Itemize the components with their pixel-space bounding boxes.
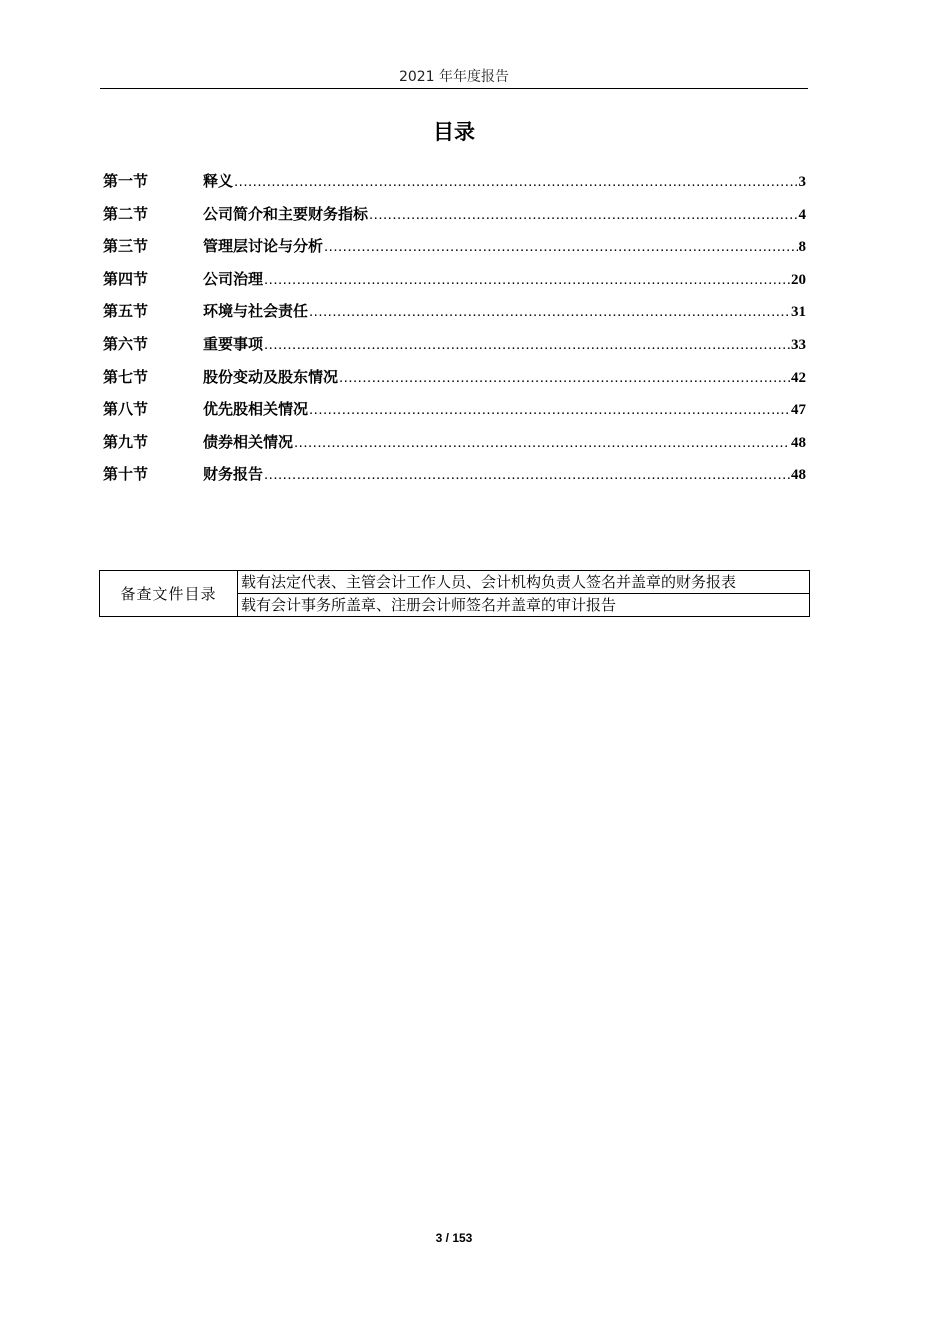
toc-page-number: 42 bbox=[791, 369, 806, 386]
toc-entry[interactable] bbox=[103, 170, 806, 203]
reference-documents-label: 备查文件目录 bbox=[100, 571, 238, 617]
toc-entry[interactable] bbox=[103, 300, 806, 333]
toc-section-number: 第九节 bbox=[103, 432, 149, 451]
toc-dot-leader bbox=[369, 206, 797, 223]
toc-page-number: 20 bbox=[791, 271, 806, 288]
toc-section-title: 债券相关情况 bbox=[203, 432, 294, 451]
toc-entry[interactable] bbox=[103, 366, 806, 399]
toc-section-number: 第四节 bbox=[103, 269, 149, 288]
toc-section-title: 释义 bbox=[203, 172, 234, 190]
toc-dot-leader bbox=[264, 271, 790, 288]
toc-page-number: 8 bbox=[798, 239, 806, 256]
toc-dot-leader bbox=[234, 173, 797, 190]
toc-section-title: 重要事项 bbox=[203, 334, 264, 353]
toc-entry[interactable] bbox=[103, 333, 806, 366]
toc-page-number: 3 bbox=[798, 174, 806, 190]
toc-dot-leader bbox=[324, 238, 797, 255]
page-title: 目录 bbox=[433, 120, 475, 144]
toc-dot-leader bbox=[339, 369, 790, 386]
toc-page-number: 47 bbox=[791, 402, 806, 419]
toc-section-title: 财务报告 bbox=[203, 465, 264, 484]
toc-section-title: 公司治理 bbox=[203, 269, 264, 288]
table-of-contents bbox=[103, 170, 806, 496]
toc-section-title: 股份变动及股东情况 bbox=[203, 367, 339, 386]
toc-dot-leader bbox=[309, 401, 790, 418]
toc-section-number: 第八节 bbox=[103, 400, 149, 419]
toc-section-title: 环境与社会责任 bbox=[203, 302, 309, 321]
toc-section-number: 第十节 bbox=[103, 465, 149, 484]
toc-page-number: 48 bbox=[791, 467, 806, 484]
toc-entry[interactable] bbox=[103, 235, 806, 268]
header-divider bbox=[100, 88, 808, 89]
toc-entry[interactable] bbox=[103, 203, 806, 236]
toc-entry[interactable] bbox=[103, 398, 806, 431]
toc-section-number: 第七节 bbox=[103, 367, 149, 386]
toc-section-title: 优先股相关情况 bbox=[203, 400, 309, 419]
toc-section-number: 第三节 bbox=[103, 237, 149, 256]
toc-entry[interactable] bbox=[103, 463, 806, 496]
toc-entry[interactable] bbox=[103, 268, 806, 301]
toc-entry[interactable] bbox=[103, 431, 806, 464]
reference-document-item: 载有会计事务所盖章、注册会计师签名并盖章的审计报告 bbox=[238, 594, 810, 617]
toc-dot-leader bbox=[294, 434, 790, 451]
toc-section-title: 公司简介和主要财务指标 bbox=[203, 204, 369, 223]
toc-page-number: 48 bbox=[791, 434, 806, 451]
toc-section-title: 管理层讨论与分析 bbox=[203, 237, 324, 256]
reference-documents-table bbox=[99, 570, 810, 617]
page-number-footer: 3 / 153 bbox=[435, 1231, 473, 1245]
page-header: 2021 年年度报告 bbox=[398, 69, 510, 85]
toc-section-number: 第二节 bbox=[103, 204, 149, 223]
toc-dot-leader bbox=[264, 336, 790, 353]
reference-document-item: 载有法定代表、主管会计工作人员、会计机构负责人签名并盖章的财务报表 bbox=[238, 571, 810, 594]
toc-section-number: 第五节 bbox=[103, 302, 149, 321]
toc-page-number: 4 bbox=[798, 206, 806, 223]
toc-section-number: 第一节 bbox=[103, 172, 149, 190]
table-row bbox=[100, 571, 810, 594]
toc-page-number: 33 bbox=[791, 336, 806, 353]
toc-dot-leader bbox=[309, 303, 790, 320]
toc-dot-leader bbox=[264, 466, 790, 483]
toc-page-number: 31 bbox=[791, 304, 806, 321]
toc-section-number: 第六节 bbox=[103, 334, 149, 353]
